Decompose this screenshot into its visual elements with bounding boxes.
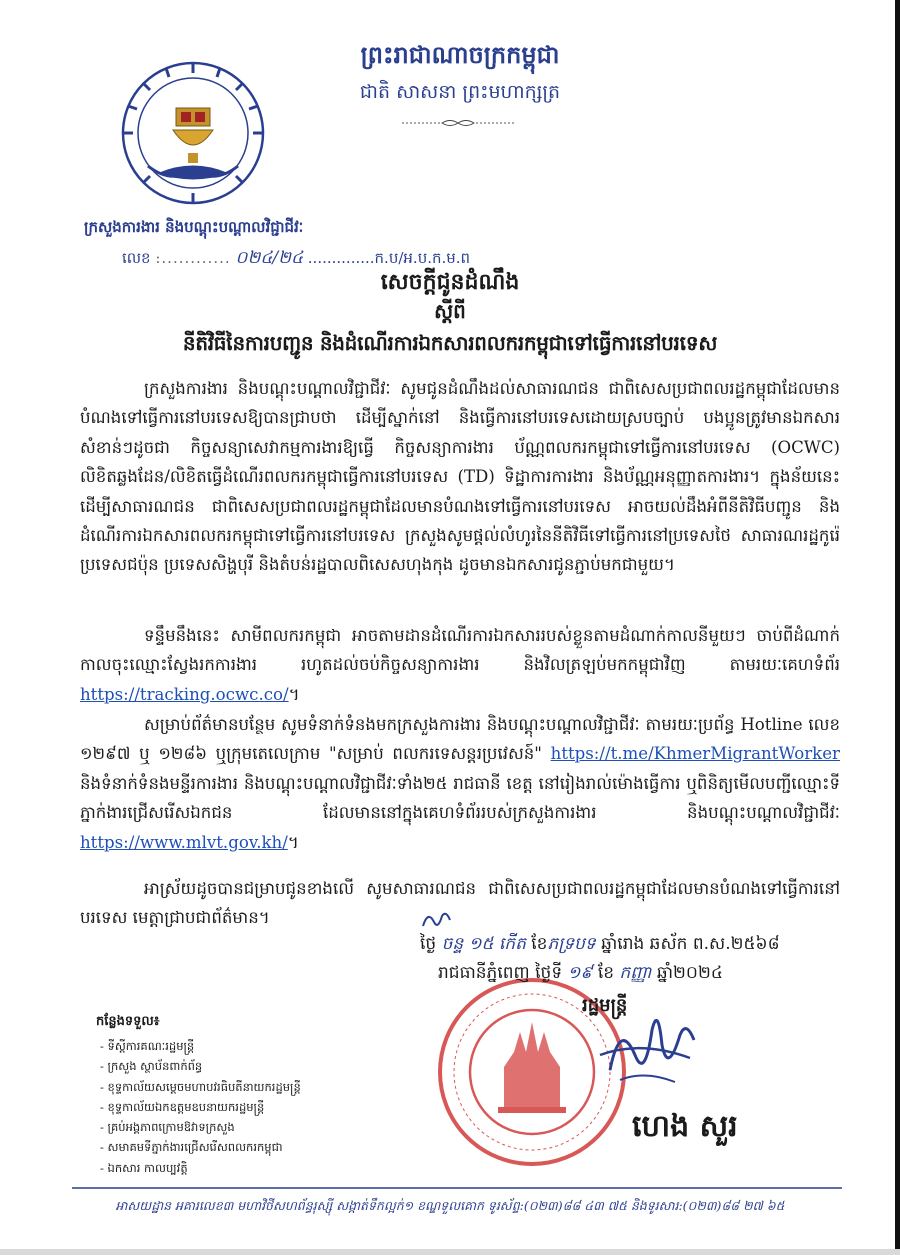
document-subtitle: ស្តីពី [434,299,466,323]
ornament-divider-icon [402,118,514,128]
paragraph-3 [80,710,840,857]
lunar-year: ឆ្នាំរោង ឆស័ក ព.ស.២៥៦៨ [601,934,780,954]
place-year: ឆ្នាំ២០២៤ [656,963,723,983]
kingdom-heading: ព្រះរាជាណាចក្រកម្ពុជា [360,40,560,69]
ref-suffix: ..............ក.ប/អ.ប.ក.ម.ព [307,249,471,267]
place-date [438,962,723,987]
scan-edge-right [895,0,900,1255]
paragraph-3-text-2: និងទំនាក់ទំនងមន្ទីរការងារ និងបណ្តុះបណ្តាលវិជ្ជាជីវៈទាំង២៥ រាជធានី ខេត្ត នៅរៀងរាល់ម៉ោងធ្វើការ ឬពិនិត្យមើលបញ្ជីឈ្មោះទីភ្នាក់ងារជ្រើសរើសឯកជន ដែលមាននៅក្នុងគេហទំព័ររបស់ក្រសួងការងារ និងបណ្តុះបណ្តាលវិជ្ជាជីវៈ [80,773,840,823]
paragraph-3-text-1: សម្រាប់ព័ត៌មានបន្ថែម សូមទំនាក់ទំនងមកក្រសួងការងារ និងបណ្តុះបណ្តាលវិជ្ជាជីវៈ តាមរយៈប្រព័ន្ធ Hotline លេខ ១២៩៧ ឬ ១២៨៦ ឬក្រុមតេលេក្រាម "សម្រាប់ ពលករទេសន្តរប្រវេសន៍" [80,715,840,764]
ref-handwritten-number: ០២៤/២៤ [235,248,303,268]
place-prefix: រាជធានីភ្នំពេញ ថ្ងៃទី [438,963,563,983]
national-motto: ជាតិ សាសនា ព្រះមហាក្សត្រ [359,81,561,103]
ref-label: លេខ [122,249,151,267]
recipient-item: - ឯកសារ កាលប្បវត្តិ [100,1158,301,1178]
ref-dots: :............ [155,249,231,267]
recipient-item: - គ្រប់អង្គភាពក្រោមឱវាទក្រសួង [100,1117,301,1137]
ministry-emblem-icon [118,58,268,208]
tracking-link[interactable]: https://tracking.ocwc.co/ [80,684,289,704]
paragraph-2 [80,621,840,709]
footer-address: អាសយដ្ឋាន អគារលេខ៣ មហាវិថីសហព័ន្ធរុស្ស៊ី សង្កាត់ទឹកល្អក់១ ខណ្ឌទួលគោក ទូរស័ព្ទ:(០២៣)៨៨ ៤៣ ៧៥ និងទូរសារ:(០២៣)៨៨ ២៧ ៦៥ [115,1198,785,1213]
signatory-title: រដ្ឋមន្ត្រី [582,995,628,1016]
lunar-month-label: ខែ [531,934,548,954]
paragraph-2-end: ។ [288,684,300,704]
document-title: សេចក្តីជូនដំណឹង [380,269,520,295]
paragraph-4: អាស្រ័យដូចបានជម្រាបជូនខាងលើ សូមសាធារណជន ជាពិសេសប្រជាពលរដ្ឋកម្ពុជាដែលមានបំណងទៅធ្វើការនៅបរទេស មេត្តាជ្រាបជាព័ត៌មាន។ [80,879,840,928]
signatory-name: ហេង សួរ [632,1109,738,1144]
paragraph-3-end: ។ [287,832,299,852]
recipient-item: - ខុទ្ទកាល័យសម្តេចមហាបវរធិបតីនាយករដ្ឋមន្ត្រី [100,1077,301,1097]
recipient-item: - ទីស្តីការគណៈរដ្ឋមន្ត្រី [100,1036,301,1056]
ministry-website-link[interactable]: https://www.mlvt.gov.kh/ [80,832,288,852]
place-month-label: ខែ [597,963,615,983]
initials-mark-icon [420,908,452,932]
lunar-day: ចន្ទ ១៥ កើត [441,934,526,954]
place-day: ១៩ [567,963,593,983]
ministry-name: ក្រសួងការងារ និងបណ្តុះបណ្តាលវិជ្ជាជីវៈ [84,218,304,236]
handwritten-signature-icon [590,1000,700,1090]
paragraph-2-text: ទន្ទឹមនឹងនេះ សាមីពលករកម្ពុជា អាចតាមដានដំណើរការឯកសាររបស់ខ្លួនតាមដំណាក់កាលនីមួយៗ ចាប់ពីដំណាក់កាលចុះឈ្មោះស្វែងរកការងារ រហូតដល់ចប់កិច្ចសន្យាការងារ និងវិលត្រឡប់មកកម្ពុជាវិញ តាមរយៈគេហទំព័រ [80,626,840,675]
document-topic: នីតិវិធីនៃការបញ្ជូន និងដំណើរការឯកសារពលករកម្ពុជាទៅធ្វើការនៅបរទេស [182,331,718,355]
footer-divider [72,1186,842,1190]
recipient-item: - ខុទ្ទកាល័យឯកឧត្តមឧបនាយករដ្ឋមន្ត្រី [100,1097,301,1117]
scan-edge-bottom [0,1249,900,1255]
lunar-prefix: ថ្ងៃ [420,934,437,954]
recipient-item: - សមាគមទីភ្នាក់ងារជ្រើសរើសពលករកម្ពុជា [100,1137,301,1157]
paragraph-1: ក្រសួងការងារ និងបណ្តុះបណ្តាលវិជ្ជាជីវៈ សូមជូនដំណឹងដល់សាធារណជន ជាពិសេសប្រជាពលរដ្ឋកម្ពុជាដែលមានបំណងទៅធ្វើការនៅបរទេសឱ្យបានជ្រាបថា ដើម្បីស្នាក់នៅ និងធ្វើការនៅបរទេសដោយស្របច្បាប់ បងប្អូនត្រូវមានឯកសារសំខាន់ៗដូចជា កិច្ចសន្យាសេវាកម្មការងារឱ្យធ្វើ កិច្ចសន្យាការងារ ប័ណ្ណពលករកម្ពុជាទៅធ្វើការនៅបរទេស (OCWC) លិខិតឆ្លងដែន/លិខិតធ្វើដំណើរពលករកម្ពុជាធ្វើការនៅបរទេស (TD) ទិដ្ឋាការការងារ និងប័ណ្ណអនុញ្ញាតការងារ។ ក្នុងន័យនេះ ដើម្បីសាធារណជន ជាពិសេសប្រជាពលរដ្ឋកម្ពុជាដែលមានបំណងទៅធ្វើការនៅបរទេស អាចយល់ដឹងអំពីនីតិវិធីបញ្ជូន និងដំណើរការឯកសារពលករកម្ពុជាទៅធ្វើការនៅបរទេស ក្រសួងសូមផ្តល់លំហូរនៃនីតិវិធីទៅធ្វើការនៅប្រទេសថៃ សាធារណរដ្ឋកូរ៉េ ប្រទេសជប៉ុន ប្រទេសសិង្ហបុរី និងតំបន់រដ្ឋបាលពិសេសហុងកុង ដូចមានឯកសារជូនភ្ជាប់មកជាមួយ។ [80,379,840,575]
recipients-heading: កន្លែងទទួល៖ [96,1014,160,1029]
lunar-date [420,933,780,958]
recipient-item: - ក្រសួង ស្ថាប័នពាក់ព័ន្ធ [100,1056,301,1076]
lunar-month: ភទ្របទ [547,934,596,954]
recipients-list [100,1036,301,1178]
place-month: កញ្ញា [619,963,652,983]
telegram-link[interactable]: https://t.me/KhmerMigrantWorker [550,744,840,764]
